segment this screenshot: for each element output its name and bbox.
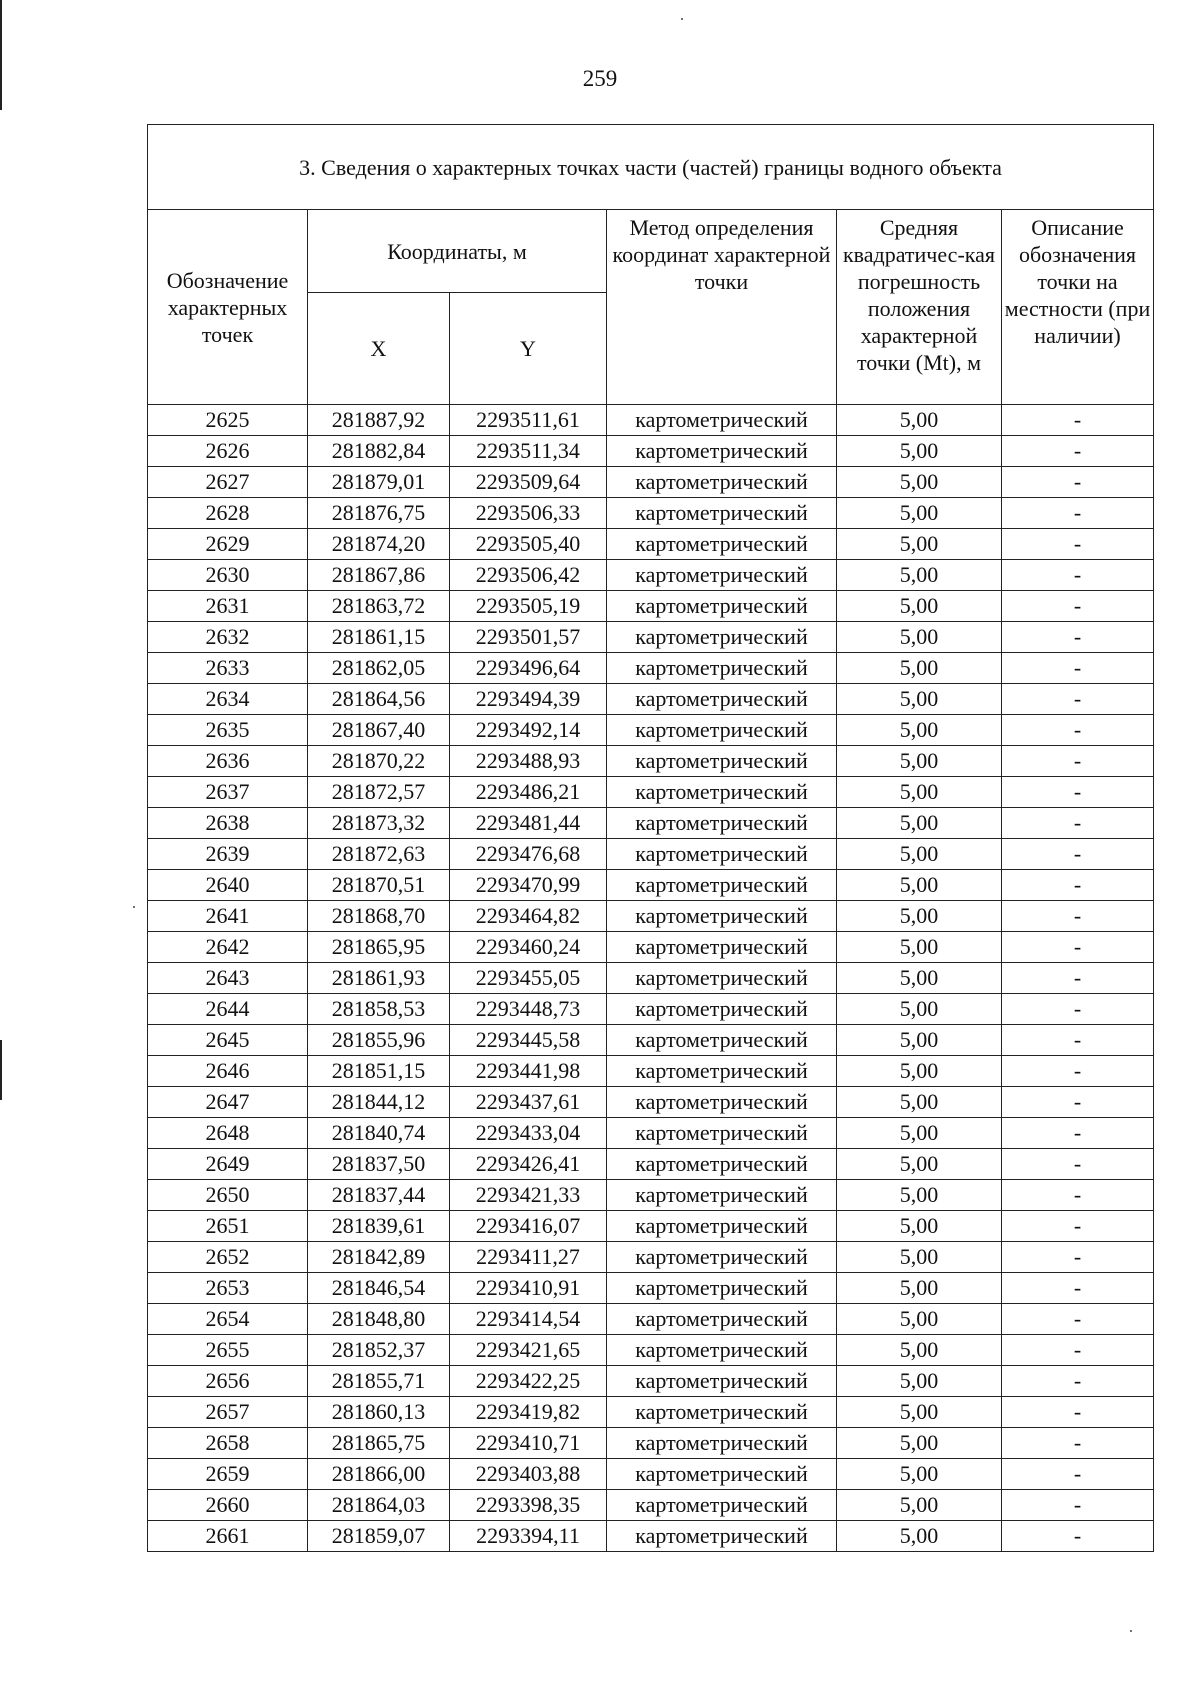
cell-accuracy: 5,00 bbox=[837, 684, 1002, 715]
cell-y: 2293464,82 bbox=[450, 901, 607, 932]
cell-method: картометрический bbox=[607, 870, 837, 901]
cell-y: 2293506,33 bbox=[450, 498, 607, 529]
cell-accuracy: 5,00 bbox=[837, 746, 1002, 777]
table-row bbox=[148, 777, 1154, 808]
cell-method: картометрический bbox=[607, 560, 837, 591]
table-row bbox=[148, 622, 1154, 653]
cell-point-id: 2657 bbox=[148, 1397, 308, 1428]
cell-accuracy: 5,00 bbox=[837, 529, 1002, 560]
table-row bbox=[148, 1056, 1154, 1087]
cell-accuracy: 5,00 bbox=[837, 1521, 1002, 1552]
cell-method: картометрический bbox=[607, 1087, 837, 1118]
cell-method: картометрический bbox=[607, 1242, 837, 1273]
cell-accuracy: 5,00 bbox=[837, 870, 1002, 901]
cell-accuracy: 5,00 bbox=[837, 901, 1002, 932]
cell-y: 2293433,04 bbox=[450, 1118, 607, 1149]
cell-point-id: 2626 bbox=[148, 436, 308, 467]
cell-y: 2293501,57 bbox=[450, 622, 607, 653]
table-row bbox=[148, 1025, 1154, 1056]
cell-accuracy: 5,00 bbox=[837, 1490, 1002, 1521]
cell-accuracy: 5,00 bbox=[837, 1149, 1002, 1180]
cell-description: - bbox=[1002, 1335, 1154, 1366]
cell-description: - bbox=[1002, 467, 1154, 498]
table-row bbox=[148, 1490, 1154, 1521]
cell-accuracy: 5,00 bbox=[837, 1056, 1002, 1087]
cell-x: 281855,71 bbox=[308, 1366, 450, 1397]
cell-method: картометрический bbox=[607, 436, 837, 467]
table-row bbox=[148, 1242, 1154, 1273]
cell-description: - bbox=[1002, 1118, 1154, 1149]
cell-x: 281867,86 bbox=[308, 560, 450, 591]
cell-description: - bbox=[1002, 622, 1154, 653]
cell-method: картометрический bbox=[607, 1521, 837, 1552]
cell-method: картометрический bbox=[607, 1366, 837, 1397]
cell-accuracy: 5,00 bbox=[837, 1366, 1002, 1397]
cell-y: 2293414,54 bbox=[450, 1304, 607, 1335]
cell-y: 2293421,33 bbox=[450, 1180, 607, 1211]
scan-edge-mark bbox=[0, 0, 2, 110]
cell-accuracy: 5,00 bbox=[837, 1242, 1002, 1273]
cell-point-id: 2640 bbox=[148, 870, 308, 901]
cell-method: картометрический bbox=[607, 1273, 837, 1304]
cell-description: - bbox=[1002, 715, 1154, 746]
cell-description: - bbox=[1002, 1242, 1154, 1273]
table-row bbox=[148, 405, 1154, 436]
cell-x: 281837,44 bbox=[308, 1180, 450, 1211]
boundary-points-table bbox=[147, 124, 1154, 1552]
cell-description: - bbox=[1002, 1149, 1154, 1180]
cell-point-id: 2649 bbox=[148, 1149, 308, 1180]
table-row bbox=[148, 901, 1154, 932]
cell-y: 2293411,27 bbox=[450, 1242, 607, 1273]
cell-x: 281851,15 bbox=[308, 1056, 450, 1087]
cell-x: 281865,95 bbox=[308, 932, 450, 963]
header-y: Y bbox=[450, 293, 607, 405]
cell-accuracy: 5,00 bbox=[837, 1335, 1002, 1366]
table-row bbox=[148, 1273, 1154, 1304]
cell-method: картометрический bbox=[607, 1211, 837, 1242]
cell-point-id: 2631 bbox=[148, 591, 308, 622]
cell-method: картометрический bbox=[607, 1149, 837, 1180]
cell-accuracy: 5,00 bbox=[837, 1087, 1002, 1118]
table-row bbox=[148, 560, 1154, 591]
cell-y: 2293422,25 bbox=[450, 1366, 607, 1397]
cell-point-id: 2653 bbox=[148, 1273, 308, 1304]
cell-point-id: 2644 bbox=[148, 994, 308, 1025]
cell-description: - bbox=[1002, 808, 1154, 839]
cell-x: 281855,96 bbox=[308, 1025, 450, 1056]
cell-accuracy: 5,00 bbox=[837, 715, 1002, 746]
cell-accuracy: 5,00 bbox=[837, 1025, 1002, 1056]
table-row bbox=[148, 746, 1154, 777]
cell-description: - bbox=[1002, 560, 1154, 591]
cell-x: 281876,75 bbox=[308, 498, 450, 529]
cell-method: картометрический bbox=[607, 932, 837, 963]
table-body bbox=[148, 405, 1154, 1552]
cell-point-id: 2629 bbox=[148, 529, 308, 560]
cell-point-id: 2633 bbox=[148, 653, 308, 684]
cell-accuracy: 5,00 bbox=[837, 1180, 1002, 1211]
header-description: Описание обозначения точки на местности (при наличии) bbox=[1002, 210, 1154, 405]
cell-x: 281879,01 bbox=[308, 467, 450, 498]
cell-description: - bbox=[1002, 684, 1154, 715]
cell-description: - bbox=[1002, 777, 1154, 808]
header-point-label bbox=[148, 210, 308, 405]
cell-point-id: 2654 bbox=[148, 1304, 308, 1335]
cell-description: - bbox=[1002, 436, 1154, 467]
table-row bbox=[148, 1180, 1154, 1211]
table-row bbox=[148, 1118, 1154, 1149]
cell-x: 281874,20 bbox=[308, 529, 450, 560]
table-row bbox=[148, 1087, 1154, 1118]
cell-description: - bbox=[1002, 1521, 1154, 1552]
cell-description: - bbox=[1002, 1211, 1154, 1242]
cell-accuracy: 5,00 bbox=[837, 932, 1002, 963]
cell-y: 2293394,11 bbox=[450, 1521, 607, 1552]
cell-accuracy: 5,00 bbox=[837, 963, 1002, 994]
cell-y: 2293505,40 bbox=[450, 529, 607, 560]
cell-method: картометрический bbox=[607, 405, 837, 436]
cell-accuracy: 5,00 bbox=[837, 467, 1002, 498]
header-method: Метод определения координат характерной точки bbox=[607, 210, 837, 405]
cell-x: 281864,56 bbox=[308, 684, 450, 715]
cell-x: 281887,92 bbox=[308, 405, 450, 436]
cell-method: картометрический bbox=[607, 1304, 837, 1335]
cell-description: - bbox=[1002, 1025, 1154, 1056]
cell-description: - bbox=[1002, 1397, 1154, 1428]
cell-y: 2293460,24 bbox=[450, 932, 607, 963]
cell-x: 281859,07 bbox=[308, 1521, 450, 1552]
cell-method: картометрический bbox=[607, 684, 837, 715]
cell-x: 281870,22 bbox=[308, 746, 450, 777]
cell-y: 2293505,19 bbox=[450, 591, 607, 622]
table-row bbox=[148, 1428, 1154, 1459]
cell-description: - bbox=[1002, 746, 1154, 777]
cell-description: - bbox=[1002, 901, 1154, 932]
table-row bbox=[148, 467, 1154, 498]
table-row bbox=[148, 932, 1154, 963]
cell-y: 2293445,58 bbox=[450, 1025, 607, 1056]
cell-accuracy: 5,00 bbox=[837, 1273, 1002, 1304]
cell-x: 281863,72 bbox=[308, 591, 450, 622]
cell-description: - bbox=[1002, 1304, 1154, 1335]
cell-method: картометрический bbox=[607, 1180, 837, 1211]
cell-x: 281882,84 bbox=[308, 436, 450, 467]
cell-y: 2293421,65 bbox=[450, 1335, 607, 1366]
cell-description: - bbox=[1002, 932, 1154, 963]
cell-description: - bbox=[1002, 1490, 1154, 1521]
table-row bbox=[148, 1304, 1154, 1335]
cell-method: картометрический bbox=[607, 1335, 837, 1366]
cell-method: картометрический bbox=[607, 498, 837, 529]
cell-description: - bbox=[1002, 1459, 1154, 1490]
table-row bbox=[148, 529, 1154, 560]
cell-description: - bbox=[1002, 529, 1154, 560]
cell-x: 281872,63 bbox=[308, 839, 450, 870]
cell-method: картометрический bbox=[607, 467, 837, 498]
cell-x: 281842,89 bbox=[308, 1242, 450, 1273]
cell-method: картометрический bbox=[607, 1428, 837, 1459]
cell-point-id: 2642 bbox=[148, 932, 308, 963]
cell-method: картометрический bbox=[607, 529, 837, 560]
cell-accuracy: 5,00 bbox=[837, 1428, 1002, 1459]
table-row bbox=[148, 1366, 1154, 1397]
cell-method: картометрический bbox=[607, 653, 837, 684]
page-number: 259 bbox=[582, 66, 618, 91]
cell-y: 2293416,07 bbox=[450, 1211, 607, 1242]
cell-point-id: 2636 bbox=[148, 746, 308, 777]
cell-accuracy: 5,00 bbox=[837, 1211, 1002, 1242]
cell-y: 2293410,71 bbox=[450, 1428, 607, 1459]
cell-method: картометрический bbox=[607, 1056, 837, 1087]
cell-point-id: 2635 bbox=[148, 715, 308, 746]
header-x: X bbox=[308, 293, 450, 405]
cell-y: 2293488,93 bbox=[450, 746, 607, 777]
cell-x: 281839,61 bbox=[308, 1211, 450, 1242]
cell-method: картометрический bbox=[607, 994, 837, 1025]
cell-x: 281860,13 bbox=[308, 1397, 450, 1428]
cell-accuracy: 5,00 bbox=[837, 436, 1002, 467]
cell-x: 281865,75 bbox=[308, 1428, 450, 1459]
cell-y: 2293476,68 bbox=[450, 839, 607, 870]
scan-edge-mark bbox=[0, 1040, 2, 1100]
cell-accuracy: 5,00 bbox=[837, 622, 1002, 653]
cell-point-id: 2659 bbox=[148, 1459, 308, 1490]
cell-description: - bbox=[1002, 1428, 1154, 1459]
cell-x: 281864,03 bbox=[308, 1490, 450, 1521]
cell-y: 2293455,05 bbox=[450, 963, 607, 994]
cell-method: картометрический bbox=[607, 839, 837, 870]
table-row bbox=[148, 498, 1154, 529]
section-title: 3. Сведения о характерных точках части (частей) границы водного объекта bbox=[148, 125, 1154, 210]
cell-y: 2293441,98 bbox=[450, 1056, 607, 1087]
cell-y: 2293470,99 bbox=[450, 870, 607, 901]
cell-point-id: 2651 bbox=[148, 1211, 308, 1242]
cell-x: 281862,05 bbox=[308, 653, 450, 684]
cell-point-id: 2647 bbox=[148, 1087, 308, 1118]
cell-y: 2293481,44 bbox=[450, 808, 607, 839]
cell-x: 281848,80 bbox=[308, 1304, 450, 1335]
table-row bbox=[148, 870, 1154, 901]
cell-point-id: 2660 bbox=[148, 1490, 308, 1521]
table-row bbox=[148, 1211, 1154, 1242]
table-row bbox=[148, 1459, 1154, 1490]
cell-y: 2293398,35 bbox=[450, 1490, 607, 1521]
cell-y: 2293511,61 bbox=[450, 405, 607, 436]
cell-method: картометрический bbox=[607, 1490, 837, 1521]
cell-point-id: 2627 bbox=[148, 467, 308, 498]
cell-x: 281844,12 bbox=[308, 1087, 450, 1118]
cell-x: 281861,93 bbox=[308, 963, 450, 994]
table-row bbox=[148, 653, 1154, 684]
cell-accuracy: 5,00 bbox=[837, 1459, 1002, 1490]
cell-description: - bbox=[1002, 994, 1154, 1025]
cell-x: 281866,00 bbox=[308, 1459, 450, 1490]
cell-accuracy: 5,00 bbox=[837, 808, 1002, 839]
table-row bbox=[148, 1149, 1154, 1180]
table-row bbox=[148, 994, 1154, 1025]
cell-point-id: 2634 bbox=[148, 684, 308, 715]
cell-y: 2293511,34 bbox=[450, 436, 607, 467]
cell-method: картометрический bbox=[607, 777, 837, 808]
cell-point-id: 2632 bbox=[148, 622, 308, 653]
cell-accuracy: 5,00 bbox=[837, 994, 1002, 1025]
table-row bbox=[148, 715, 1154, 746]
cell-method: картометрический bbox=[607, 1118, 837, 1149]
cell-description: - bbox=[1002, 405, 1154, 436]
cell-x: 281858,53 bbox=[308, 994, 450, 1025]
cell-point-id: 2628 bbox=[148, 498, 308, 529]
cell-x: 281873,32 bbox=[308, 808, 450, 839]
table-row bbox=[148, 839, 1154, 870]
cell-y: 2293494,39 bbox=[450, 684, 607, 715]
cell-y: 2293492,14 bbox=[450, 715, 607, 746]
cell-accuracy: 5,00 bbox=[837, 1397, 1002, 1428]
cell-x: 281846,54 bbox=[308, 1273, 450, 1304]
cell-point-id: 2652 bbox=[148, 1242, 308, 1273]
cell-method: картометрический bbox=[607, 1459, 837, 1490]
cell-method: картометрический bbox=[607, 808, 837, 839]
cell-point-id: 2645 bbox=[148, 1025, 308, 1056]
cell-point-id: 2648 bbox=[148, 1118, 308, 1149]
cell-method: картометрический bbox=[607, 715, 837, 746]
cell-description: - bbox=[1002, 1366, 1154, 1397]
cell-x: 281868,70 bbox=[308, 901, 450, 932]
cell-point-id: 2643 bbox=[148, 963, 308, 994]
cell-y: 2293448,73 bbox=[450, 994, 607, 1025]
cell-point-id: 2650 bbox=[148, 1180, 308, 1211]
header-accuracy: Средняя квадратичес-кая погрешность положения характерной точки (Mt), м bbox=[837, 210, 1002, 405]
table-row bbox=[148, 436, 1154, 467]
cell-method: картометрический bbox=[607, 963, 837, 994]
cell-y: 2293486,21 bbox=[450, 777, 607, 808]
table-row bbox=[148, 1521, 1154, 1552]
cell-description: - bbox=[1002, 1087, 1154, 1118]
scan-dust bbox=[133, 906, 135, 908]
cell-accuracy: 5,00 bbox=[837, 653, 1002, 684]
cell-point-id: 2655 bbox=[148, 1335, 308, 1366]
scan-dust bbox=[681, 18, 683, 20]
header-coordinates: Координаты, м bbox=[308, 210, 607, 293]
cell-description: - bbox=[1002, 1180, 1154, 1211]
cell-description: - bbox=[1002, 498, 1154, 529]
cell-method: картометрический bbox=[607, 591, 837, 622]
cell-method: картометрический bbox=[607, 1397, 837, 1428]
cell-point-id: 2641 bbox=[148, 901, 308, 932]
cell-accuracy: 5,00 bbox=[837, 839, 1002, 870]
table-row bbox=[148, 1397, 1154, 1428]
cell-point-id: 2638 bbox=[148, 808, 308, 839]
cell-point-id: 2658 bbox=[148, 1428, 308, 1459]
cell-description: - bbox=[1002, 839, 1154, 870]
cell-description: - bbox=[1002, 653, 1154, 684]
cell-x: 281861,15 bbox=[308, 622, 450, 653]
cell-x: 281837,50 bbox=[308, 1149, 450, 1180]
scan-dust bbox=[1130, 1630, 1132, 1632]
table-row bbox=[148, 963, 1154, 994]
cell-x: 281872,57 bbox=[308, 777, 450, 808]
cell-description: - bbox=[1002, 1056, 1154, 1087]
cell-method: картометрический bbox=[607, 901, 837, 932]
cell-accuracy: 5,00 bbox=[837, 560, 1002, 591]
cell-y: 2293410,91 bbox=[450, 1273, 607, 1304]
table-row bbox=[148, 684, 1154, 715]
cell-method: картометрический bbox=[607, 622, 837, 653]
cell-y: 2293506,42 bbox=[450, 560, 607, 591]
cell-y: 2293419,82 bbox=[450, 1397, 607, 1428]
table-row bbox=[148, 591, 1154, 622]
cell-x: 281840,74 bbox=[308, 1118, 450, 1149]
cell-x: 281870,51 bbox=[308, 870, 450, 901]
cell-point-id: 2639 bbox=[148, 839, 308, 870]
cell-accuracy: 5,00 bbox=[837, 1118, 1002, 1149]
cell-method: картометрический bbox=[607, 746, 837, 777]
cell-accuracy: 5,00 bbox=[837, 498, 1002, 529]
cell-x: 281867,40 bbox=[308, 715, 450, 746]
cell-description: - bbox=[1002, 591, 1154, 622]
cell-description: - bbox=[1002, 870, 1154, 901]
cell-accuracy: 5,00 bbox=[837, 405, 1002, 436]
cell-description: - bbox=[1002, 963, 1154, 994]
cell-accuracy: 5,00 bbox=[837, 1304, 1002, 1335]
cell-y: 2293509,64 bbox=[450, 467, 607, 498]
cell-y: 2293426,41 bbox=[450, 1149, 607, 1180]
cell-y: 2293403,88 bbox=[450, 1459, 607, 1490]
cell-x: 281852,37 bbox=[308, 1335, 450, 1366]
table-row bbox=[148, 808, 1154, 839]
cell-y: 2293496,64 bbox=[450, 653, 607, 684]
cell-point-id: 2646 bbox=[148, 1056, 308, 1087]
header-point-label-text: Обозначение характерных точек bbox=[166, 267, 289, 347]
cell-point-id: 2630 bbox=[148, 560, 308, 591]
cell-point-id: 2661 bbox=[148, 1521, 308, 1552]
cell-y: 2293437,61 bbox=[450, 1087, 607, 1118]
cell-method: картометрический bbox=[607, 1025, 837, 1056]
cell-accuracy: 5,00 bbox=[837, 777, 1002, 808]
cell-point-id: 2637 bbox=[148, 777, 308, 808]
cell-accuracy: 5,00 bbox=[837, 591, 1002, 622]
cell-point-id: 2625 bbox=[148, 405, 308, 436]
cell-point-id: 2656 bbox=[148, 1366, 308, 1397]
table-row bbox=[148, 1335, 1154, 1366]
cell-description: - bbox=[1002, 1273, 1154, 1304]
